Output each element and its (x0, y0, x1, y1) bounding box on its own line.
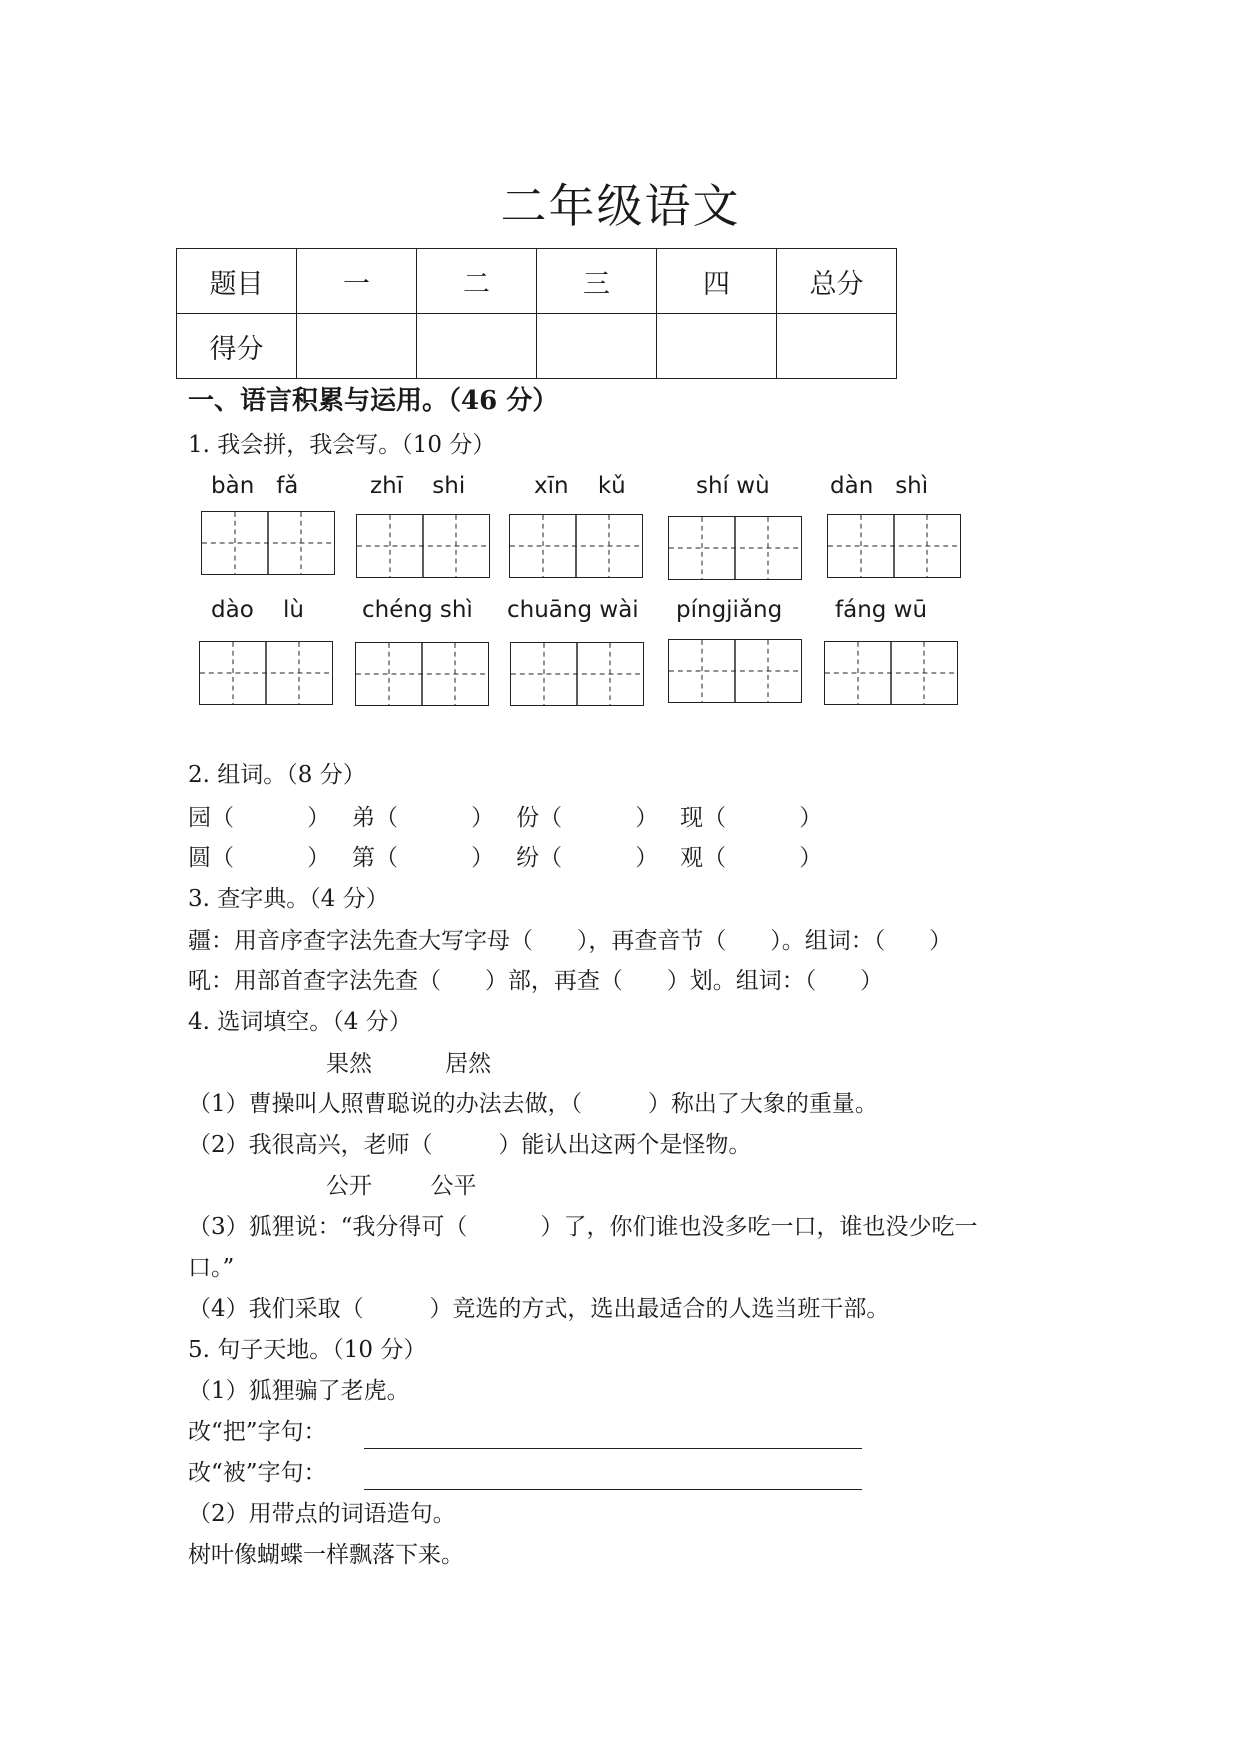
section-1-heading: 一、语言积累与运用。（46 分） (188, 386, 559, 416)
pinyin-prompt: chéng shì (362, 597, 473, 623)
q4-word-choices: 果然 居然 (326, 1051, 492, 1077)
pinyin-prompt: xīn kǔ (534, 473, 626, 499)
pinyin-prompt: píngjiǎng (676, 597, 783, 623)
pinyin-prompt: bàn fǎ (211, 473, 299, 499)
grid-guides (510, 515, 642, 577)
score-cell[interactable] (777, 314, 897, 379)
q1-title: 1. 我会拼，我会写。（10 分） (188, 432, 496, 458)
pinyin-prompt: fáng wū (835, 597, 928, 623)
score-table-score-row (177, 314, 897, 379)
writing-grid-box[interactable] (199, 641, 333, 705)
score-header-cell: 题目 (177, 249, 297, 314)
q2-line: 园（ ） 弟（ ） 份（ ） 现（ ） (188, 805, 823, 831)
q5-ba-label: 改“把”字句： (188, 1419, 327, 1445)
answer-line[interactable] (364, 1489, 862, 1490)
writing-grid-box[interactable] (510, 642, 644, 706)
score-table (176, 248, 897, 379)
pinyin-prompt: shí wù (696, 473, 770, 499)
q4-sentence: （2）我很高兴，老师（ ）能认出这两个是怪物。 (188, 1132, 752, 1158)
grid-guides (828, 515, 960, 577)
q4-sentence: （1）曹操叫人照曹聪说的办法去做，（ ）称出了大象的重量。 (188, 1091, 878, 1117)
score-header-cell: 总分 (777, 249, 897, 314)
q2-line: 圆（ ） 第（ ） 纷（ ） 观（ ） (188, 845, 823, 871)
score-header-cell: 四 (657, 249, 777, 314)
score-cell[interactable] (657, 314, 777, 379)
q5-title: 5. 句子天地。（10 分） (188, 1337, 427, 1363)
grid-guides (357, 515, 489, 577)
q3-line: 疆：用音序查字法先查大写字母（ ），再查音节（ ）。组词：（ ） (188, 928, 953, 954)
q5-sentence: （2）用带点的词语造句。 (188, 1501, 456, 1527)
q2-title: 2. 组词。（8 分） (188, 762, 366, 788)
grid-guides (356, 643, 488, 705)
writing-grid-box[interactable] (668, 516, 802, 580)
q5-example-sentence: 树叶像蝴蝶一样飘落下来。 (188, 1542, 464, 1568)
writing-grid-box[interactable] (201, 511, 335, 575)
score-header-cell: 三 (537, 249, 657, 314)
q4-sentence: （4）我们采取（ ）竞选的方式，选出最适合的人选当班干部。 (188, 1296, 890, 1322)
q3-title: 3. 查字典。（4 分） (188, 886, 389, 912)
q5-bei-label: 改“被”字句： (188, 1460, 327, 1486)
grid-guides (669, 517, 801, 579)
writing-grid-box[interactable] (355, 642, 489, 706)
pinyin-prompt: dàn shì (830, 473, 929, 499)
score-cell[interactable] (297, 314, 417, 379)
answer-line[interactable] (364, 1448, 862, 1449)
grid-guides (200, 642, 332, 704)
score-row-label: 得分 (177, 314, 297, 379)
q3-line: 吼：用部首查字法先查（ ）部，再查（ ）划。组词：（ ） (188, 968, 884, 994)
grid-guides (669, 640, 801, 702)
pinyin-prompt: chuāng wài (507, 597, 639, 623)
writing-grid-box[interactable] (356, 514, 490, 578)
score-header-cell: 二 (417, 249, 537, 314)
score-table-header-row (177, 249, 897, 314)
score-header-cell: 一 (297, 249, 417, 314)
writing-grid-box[interactable] (824, 641, 958, 705)
q4-word-choices: 公开 公平 (326, 1173, 477, 1199)
grid-guides (511, 643, 643, 705)
q4-sentence-continued: 口。” (188, 1255, 235, 1281)
grid-guides (825, 642, 957, 704)
score-cell[interactable] (537, 314, 657, 379)
writing-grid-box[interactable] (509, 514, 643, 578)
writing-grid-box[interactable] (668, 639, 802, 703)
q4-title: 4. 选词填空。（4 分） (188, 1009, 412, 1035)
grid-guides (202, 512, 334, 574)
score-cell[interactable] (417, 314, 537, 379)
q4-sentence: （3）狐狸说：“我分得可（ ）了，你们谁也没多吃一口，谁也没少吃一 (188, 1214, 978, 1240)
pinyin-prompt: zhī shi (370, 473, 466, 499)
page-title: 二年级语文 (500, 179, 741, 233)
pinyin-prompt: dào lù (211, 597, 304, 623)
q5-sentence: （1）狐狸骗了老虎。 (188, 1378, 410, 1404)
writing-grid-box[interactable] (827, 514, 961, 578)
